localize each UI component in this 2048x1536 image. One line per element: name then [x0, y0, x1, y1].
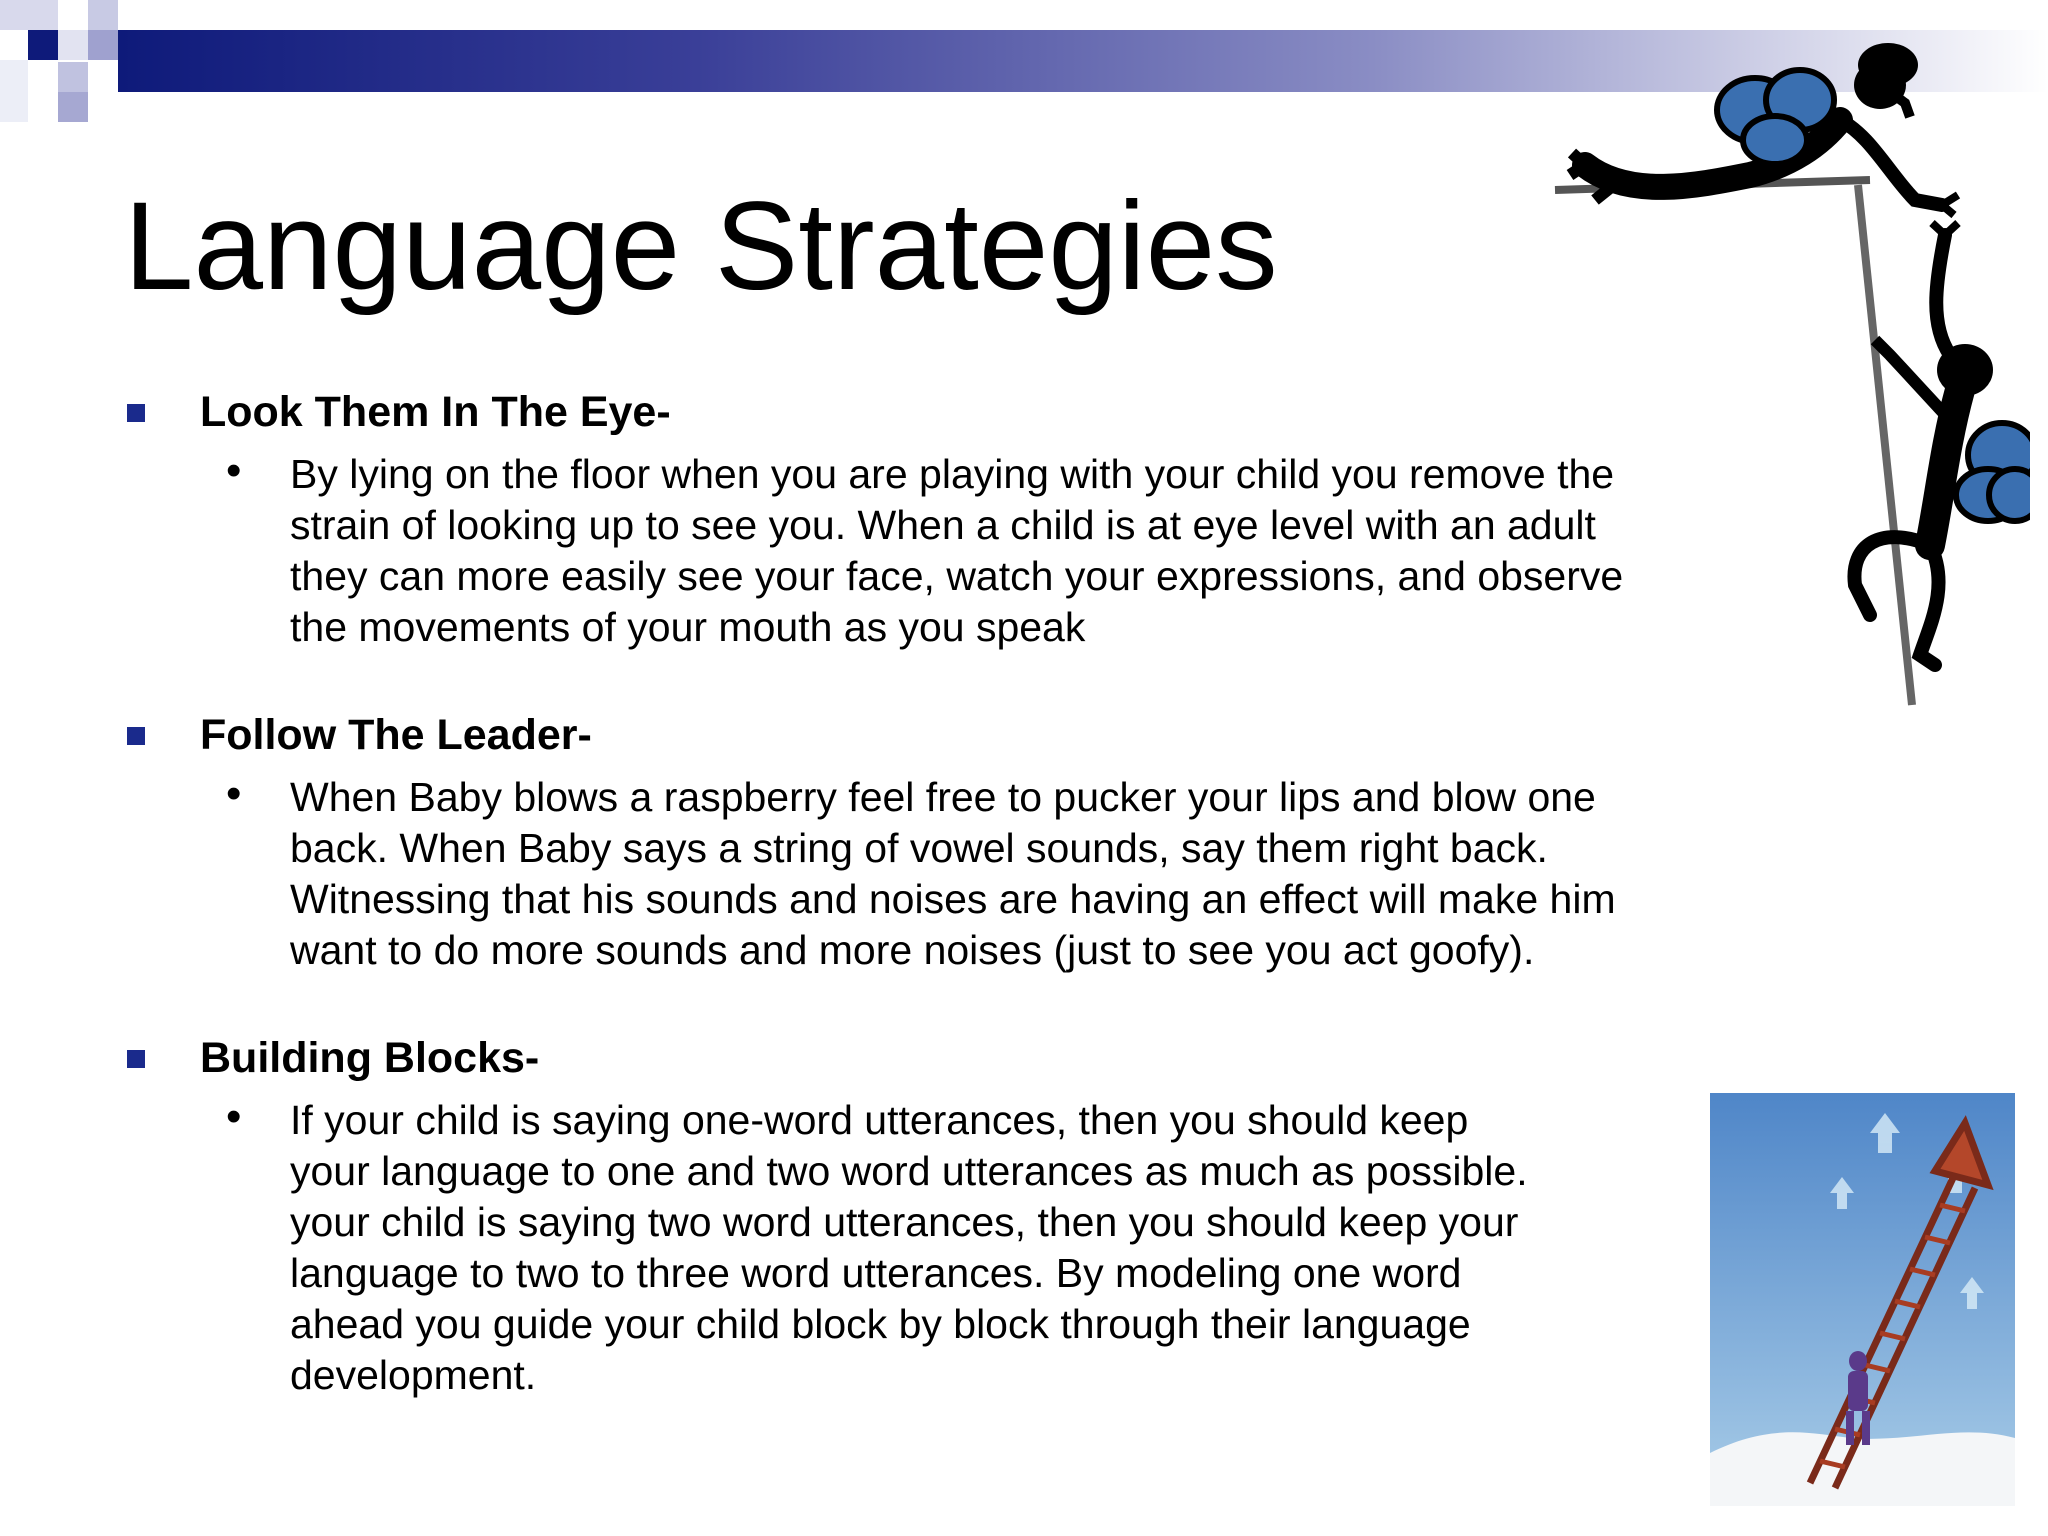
bullet-square-icon: [127, 1050, 145, 1068]
section-heading-leader: Follow The Leader-: [200, 711, 592, 759]
paragraph-line: your child is saying two word utterances, then you should keep your: [290, 1199, 1519, 1245]
paragraph-line: want to do more sounds and more noises (just to see you act goofy).: [290, 927, 1535, 973]
section-heading-eye: Look Them In The Eye-: [200, 388, 671, 436]
paragraph-line: Witnessing that his sounds and noises are having an effect will make him: [290, 876, 1616, 922]
paragraph-line: they can more easily see your face, watch your expressions, and observe: [290, 553, 1624, 599]
bullet-dot-icon: •: [226, 1092, 242, 1141]
paragraph-line: ahead you guide your child block by block through their language: [290, 1301, 1471, 1347]
bullet-dot-icon: •: [226, 446, 242, 495]
paragraph-line: strain of looking up to see you. When a child is at eye level with an adult: [290, 502, 1596, 548]
paragraph-line: language to two to three word utterances. By modeling one word: [290, 1250, 1462, 1296]
paragraph-line: development.: [290, 1352, 537, 1398]
section-paragraph-leader: [290, 772, 1616, 976]
section-paragraph-eye: [290, 449, 1623, 653]
bullet-square-icon: [127, 404, 145, 422]
paragraph-line: the movements of your mouth as you speak: [290, 604, 1086, 650]
slide-title: Language Strategies: [124, 177, 1278, 316]
paragraph-line: When Baby blows a raspberry feel free to pucker your lips and blow one: [290, 774, 1596, 820]
paragraph-line: If your child is saying one-word utterances, then you should keep: [290, 1097, 1469, 1143]
paragraph-line: By lying on the floor when you are playing with your child you remove the: [290, 451, 1615, 497]
ladder-arrow-illustration: [1710, 1093, 2015, 1506]
section-heading-blocks: Building Blocks-: [200, 1034, 540, 1082]
bullet-square-icon: [127, 727, 145, 745]
climbers-clipart-image: [1550, 25, 2030, 715]
bullet-dot-icon: •: [226, 769, 242, 818]
paragraph-line: back. When Baby says a string of vowel sounds, say them right back.: [290, 825, 1548, 871]
section-paragraph-blocks: [290, 1095, 1528, 1401]
paragraph-line: your language to one and two word utterances as much as possible.: [290, 1148, 1528, 1194]
